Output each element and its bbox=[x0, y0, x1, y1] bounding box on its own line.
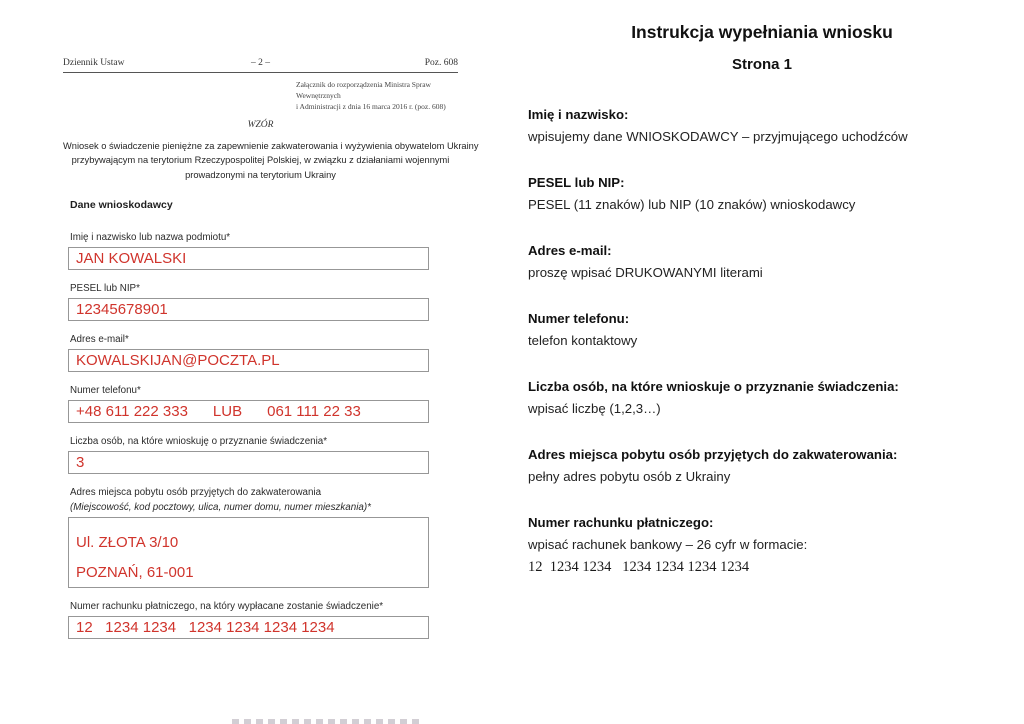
journal-page-number: – 2 – bbox=[251, 58, 270, 68]
instruction-section-name bbox=[528, 107, 996, 144]
instruction-body-email: proszę wpisać DRUKOWANYMI literami bbox=[528, 265, 763, 280]
instruction-heading-name: Imię i nazwisko: bbox=[528, 107, 629, 122]
form-title-line3: prowadzonymi na terytorium Ukrainy bbox=[185, 170, 336, 180]
field-label-person-count: Liczba osób, na które wnioskuję o przyznanie świadczenia* bbox=[70, 435, 328, 447]
instruction-section-account-number bbox=[528, 515, 996, 576]
instruction-account-format-example: 12 1234 1234 1234 1234 1234 1234 bbox=[528, 559, 750, 575]
form-title-line1: Wniosek o świadczenie pieniężne za zapewnienie zakwaterowania i wyżywienia obywatelom Ukrainy bbox=[63, 140, 479, 151]
field-label-phone: Numer telefonu* bbox=[70, 384, 141, 396]
section-heading-applicant-data: Dane wnioskodawcy bbox=[70, 198, 173, 211]
field-sublabel-address: (Miejscowość, kod pocztowy, ulica, numer domu, numer mieszkania)* bbox=[70, 501, 371, 513]
field-value-address-line1: Ul. ZŁOTA 3/10 bbox=[76, 533, 179, 551]
instruction-heading-email: Adres e-mail: bbox=[528, 243, 612, 258]
field-input-pesel[interactable] bbox=[68, 298, 429, 321]
field-label-pesel: PESEL lub NIP* bbox=[70, 282, 140, 294]
wzor-label: WZÓR bbox=[247, 119, 274, 130]
instructions-subtitle: Strona 1 bbox=[731, 56, 792, 73]
field-label-name: Imię i nazwisko lub nazwa podmiotu* bbox=[70, 231, 231, 243]
instruction-section-pesel bbox=[528, 175, 996, 212]
instruction-body-name: wpisujemy dane WNIOSKODAWCY – przyjmującego uchodźców bbox=[528, 129, 908, 144]
instruction-section-person-count bbox=[528, 379, 996, 416]
field-value-name: JAN KOWALSKI bbox=[76, 249, 187, 267]
instruction-heading-account-number: Numer rachunku płatniczego: bbox=[528, 515, 714, 530]
instruction-body-pesel: PESEL (11 znaków) lub NIP (10 znaków) wnioskodawcy bbox=[528, 197, 856, 212]
field-value-address-line2: POZNAŃ, 61-001 bbox=[76, 563, 194, 581]
instructions-panel bbox=[528, 22, 996, 576]
field-input-account-number[interactable] bbox=[68, 616, 429, 639]
cutoff-text-fragment bbox=[232, 719, 422, 724]
journal-position: Poz. 608 bbox=[424, 58, 458, 68]
field-input-email[interactable] bbox=[68, 349, 429, 372]
form-page bbox=[63, 58, 479, 639]
form-title-line2: przybywającym na terytorium Rzeczypospolitej Polskiej, w związku z działaniami wojennymi bbox=[71, 155, 450, 166]
field-input-person-count[interactable] bbox=[68, 451, 429, 474]
instruction-body-person-count: wpisać liczbę (1,2,3…) bbox=[528, 401, 661, 416]
field-input-address[interactable] bbox=[68, 517, 429, 588]
field-input-phone[interactable] bbox=[68, 400, 429, 423]
instruction-body-phone: telefon kontaktowy bbox=[528, 333, 638, 348]
instruction-heading-address: Adres miejsca pobytu osób przyjętych do zakwaterowania: bbox=[528, 447, 898, 462]
field-label-email: Adres e-mail* bbox=[70, 333, 129, 345]
field-value-pesel: 12345678901 bbox=[76, 300, 168, 318]
attachment-note bbox=[296, 80, 458, 113]
field-value-account-number: 12 1234 1234 1234 1234 1234 1234 bbox=[76, 618, 335, 636]
instruction-heading-pesel: PESEL lub NIP: bbox=[528, 175, 625, 190]
instruction-section-phone bbox=[528, 311, 996, 348]
field-value-email: KOWALSKIJAN@POCZTA.PL bbox=[76, 351, 280, 369]
field-input-name[interactable] bbox=[68, 247, 429, 270]
field-label-account-number: Numer rachunku płatniczego, na który wypłacane zostanie świadczenie* bbox=[70, 600, 384, 612]
field-value-phone: +48 611 222 333 LUB 061 111 22 33 bbox=[76, 402, 361, 420]
instructions-title: Instrukcja wypełniania wniosku bbox=[631, 22, 893, 42]
journal-name: Dziennik Ustaw bbox=[63, 58, 125, 68]
instruction-heading-phone: Numer telefonu: bbox=[528, 311, 630, 326]
instruction-heading-person-count: Liczba osób, na które wnioskuje o przyznanie świadczenia: bbox=[528, 379, 899, 394]
instruction-body-account-number: wpisać rachunek bankowy – 26 cyfr w formacie: bbox=[528, 537, 808, 552]
instruction-section-email bbox=[528, 243, 996, 280]
attachment-note-line1: Załącznik do rozporządzenia Ministra Spraw Wewnętrznych bbox=[296, 80, 431, 100]
instruction-section-address bbox=[528, 447, 996, 484]
journal-header bbox=[63, 58, 458, 73]
form-title bbox=[63, 139, 479, 183]
instruction-body-address: pełny adres pobytu osób z Ukrainy bbox=[528, 469, 731, 484]
field-label-address: Adres miejsca pobytu osób przyjętych do zakwaterowania bbox=[70, 486, 322, 498]
field-value-person-count: 3 bbox=[76, 453, 85, 471]
attachment-note-line2: i Administracji z dnia 16 marca 2016 r. (poz. 608) bbox=[296, 101, 446, 111]
